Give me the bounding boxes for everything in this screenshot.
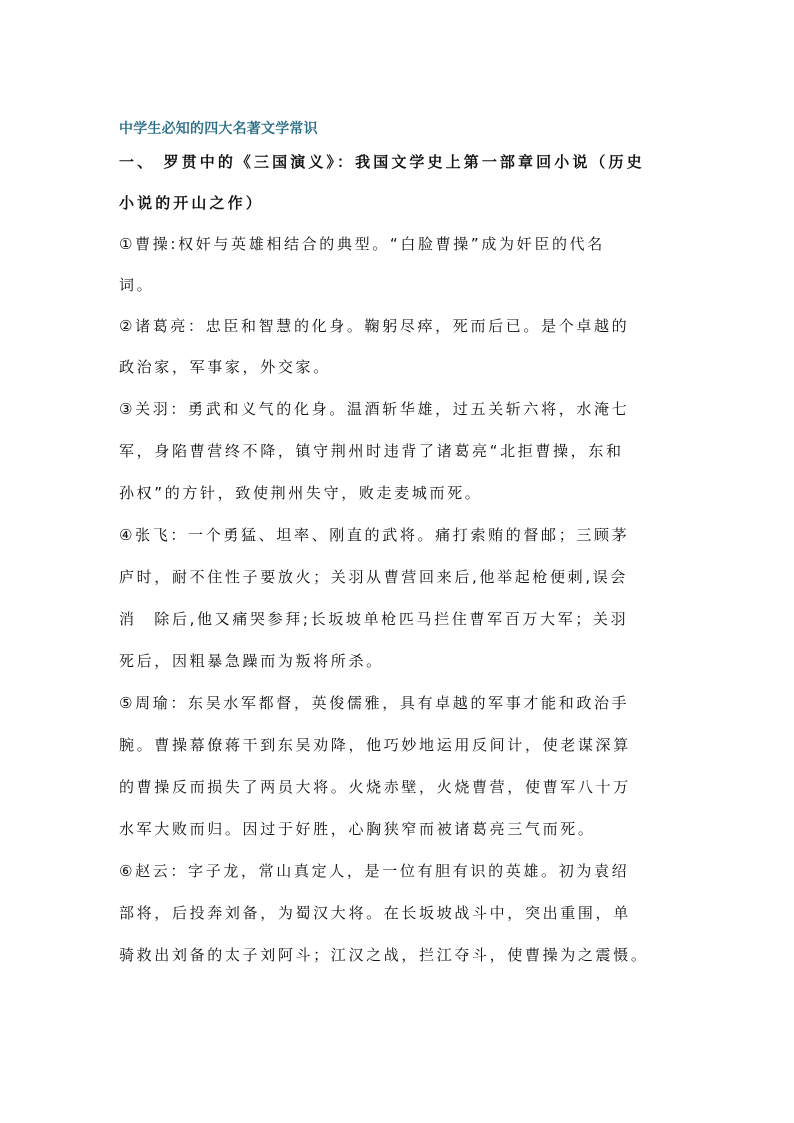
paragraph-line-5: ③关羽：勇武和义气的化身。温酒斩华雄，过五关斩六将，水淹七 [119, 400, 630, 418]
paragraph-line-10: 消 除后,他又痛哭参拜;长坂坡单枪匹马拦住曹军百万大军；关羽 [119, 610, 629, 628]
paragraph-line-7: 孙权”的方针，致使荆州失守，败走麦城而死。 [119, 484, 483, 502]
paragraph-line-16: ⑥赵云：字子龙，常山真定人，是一位有胆有识的英雄。初为袁绍 [119, 862, 630, 880]
paragraph-line-15: 水军大败而归。因过于好胜，心胸狭窄而被诸葛亮三气而死。 [119, 820, 596, 838]
paragraph-line-17: 部将，后投奔刘备，为蜀汉大将。在长坂坡战斗中，突出重围，单 [119, 904, 631, 922]
paragraph-line-8: ④张飞：一个勇猛、坦率、刚直的武将。痛打索贿的督邮；三顾茅 [119, 526, 630, 544]
paragraph-line-13: 腕。曹操幕僚蒋干到东吴劝降，他巧妙地运用反间计，使老谋深算 [119, 736, 631, 754]
paragraph-line-11: 死后，因粗暴急躁而为叛将所杀。 [119, 652, 384, 670]
paragraph-line-4: 政治家，军事家，外交家。 [119, 358, 331, 376]
section-heading-line-2: 小说的开山之作） [119, 194, 264, 212]
paragraph-line-12: ⑤周瑜：东吴水军都督，英俊儒雅，具有卓越的军事才能和政治手 [119, 694, 630, 712]
paragraph-line-1: ①曹操:权奸与英雄相结合的典型。“白脸曹操”成为奸臣的代名 [119, 235, 605, 253]
paragraph-line-18: 骑救出刘备的太子刘阿斗；江汉之战，拦江夺斗，使曹操为之震慑。 [119, 946, 649, 964]
paragraph-line-14: 的曹操反而损失了两员大将。火烧赤壁，火烧曹营，使曹军八十万 [119, 778, 631, 796]
paragraph-line-2: 词。 [119, 276, 155, 294]
paragraph-line-9: 庐时，耐不住性子要放火；关羽从曹营回来后,他举起枪便刺,误会 [119, 568, 629, 586]
section-heading-line-1: 一、 罗贯中的《三国演义》：我国文学史上第一部章回小说（历史 [119, 153, 645, 171]
paragraph-line-3: ②诸葛亮：忠臣和智慧的化身。鞠躬尽瘁，死而后已。是个卓越的 [119, 317, 630, 335]
paragraph-line-6: 军，身陷曹营终不降，镇守荆州时违背了诸葛亮“北拒曹操，东和 [119, 442, 624, 460]
document-title: 中学生必知的四大名著文学常识 [119, 121, 318, 137]
